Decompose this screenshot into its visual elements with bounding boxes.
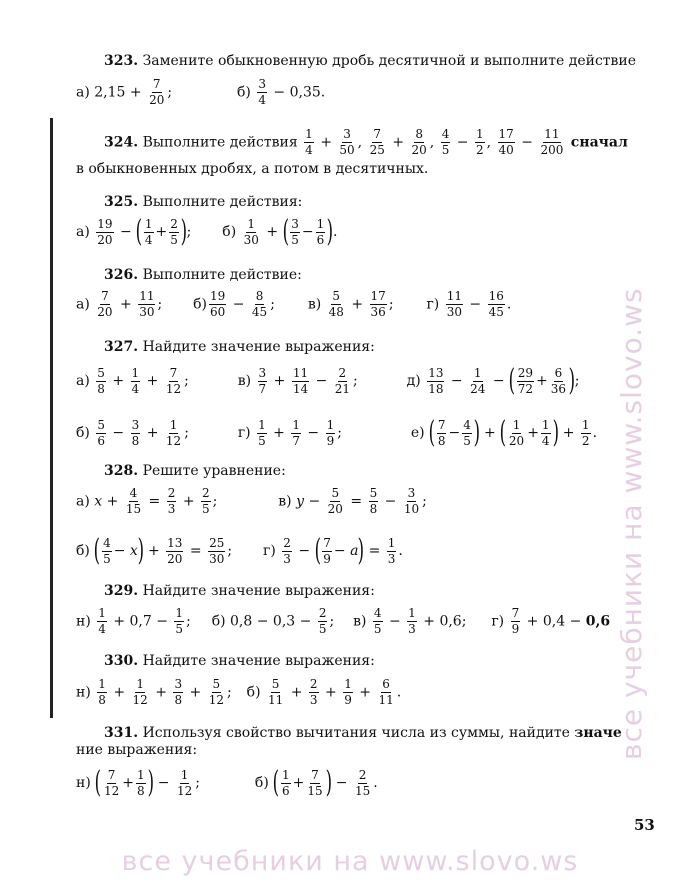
problem-326-items: а) $\frac{7}{20}$ + $\frac{11}{30}$ ; б) $\frac{19}{60}$ − $\frac{8}{45}$ ; в) $\frac{5}{48}$ + $\frac{17}{36}$ ; г) $\frac{11}{30}$ − $\frac{16}{45}$ . <box>76 289 512 319</box>
problem-324-line2: в обыкновенных дробях, а потом в десятичных. <box>76 161 429 177</box>
problem-323-items: а) 2,15 + $\frac{7}{20}$ ; б) $\frac{3}{4}$ − 0,35. <box>76 77 326 107</box>
problem-329-items: н) $\frac{1}{4}$ + 0,7 − $\frac{1}{5}$ ; б) 0,8 − 0,3 − $\frac{2}{5}$ ; в) $\frac{4}{5}$ − $\frac{1}{3}$ + 0,6; г) $\frac{7}{9}$ + 0,4 − 0,6 <box>76 606 611 636</box>
problem-325-heading: 325. Выполните действия: <box>104 194 303 210</box>
problem-324-heading: 324. Выполните действия $\frac{1}{4}$ + $\frac{3}{50}$ , $\frac{7}{25}$ + $\frac{8}{20}$ , $\frac{4}{5}$ − $\frac{1}{2}$ , $\frac{17}{40}$ − $\frac{11}{200}$ сначал <box>104 127 628 157</box>
problem-331-heading: 331. Используя свойство вычитания числа из суммы, найдите значе <box>104 725 622 741</box>
problem-328-row1: а) x + $\frac{4}{15}$ = $\frac{2}{3}$ + $\frac{2}{5}$ ; в) y − $\frac{5}{20}$ = $\frac{5}{8}$ − $\frac{3}{10}$ ; <box>76 486 427 516</box>
problem-327-row1: а) $\frac{5}{8}$ + $\frac{1}{4}$ + $\frac{7}{12}$ ; в) $\frac{3}{7}$ + $\frac{11}{14}$ − $\frac{2}{21}$ ; д) $\frac{13}{18}$ − $\frac{1}{24}$ − ( $\frac{29}{72}$ + $\frac{6}{36}$ ); <box>76 363 580 398</box>
problem-327-row2: б) $\frac{5}{6}$ − $\frac{3}{8}$ + $\frac{1}{12}$ ; г) $\frac{1}{5}$ + $\frac{1}{7}$ − $\frac{1}{9}$ ; е) ( $\frac{7}{8}$ − $\frac{4}{5}$ ) + ( $\frac{1}{20}$ + $\frac{1}{4}$ ) + $\frac{1}{2}$ . <box>76 415 598 450</box>
page-number: 53 <box>634 816 655 834</box>
problem-330-items: н) $\frac{1}{8}$ + $\frac{1}{12}$ + $\frac{3}{8}$ + $\frac{5}{12}$ ; б) $\frac{5}{11}$ + $\frac{2}{3}$ + $\frac{1}{9}$ + $\frac{6}{11}$ . <box>76 677 402 707</box>
watermark-side: все учебники на www.slovo.ws <box>615 287 648 760</box>
problem-331-line2: ние выражения: <box>76 742 198 758</box>
watermark-bottom: все учебники на www.slovo.ws <box>121 846 579 877</box>
problem-326-heading: 326. Выполните действие: <box>104 267 302 283</box>
margin-bar <box>50 118 53 718</box>
problem-331-items: н) ( $\frac{7}{12}$ + $\frac{1}{8}$ ) − $\frac{1}{12}$ ; б) ( $\frac{1}{6}$ + $\frac{7}{15}$ ) − $\frac{2}{15}$ . <box>76 765 378 800</box>
problem-328-heading: 328. Решите уравнение: <box>104 463 286 479</box>
problem-323-heading: 323. Замените обыкновенную дробь десятичной и выполните действие <box>104 53 637 69</box>
problem-325-items: а) $\frac{19}{20}$ − ( $\frac{1}{4}$ + $\frac{2}{5}$ ); б) $\frac{1}{30}$ + ( $\frac{3}{5}$ − $\frac{1}{6}$ ). <box>76 214 338 249</box>
problem-328-row2: б) ( $\frac{4}{5}$ − x) + $\frac{13}{20}$ = $\frac{25}{30}$ ; г) $\frac{2}{3}$ − ( $\frac{7}{9}$ − a) = $\frac{1}{3}$ . <box>76 533 403 568</box>
problem-327-heading: 327. Найдите значение выражения: <box>104 339 375 355</box>
problem-330-heading: 330. Найдите значение выражения: <box>104 653 375 669</box>
problem-329-heading: 329. Найдите значение выражения: <box>104 583 375 599</box>
